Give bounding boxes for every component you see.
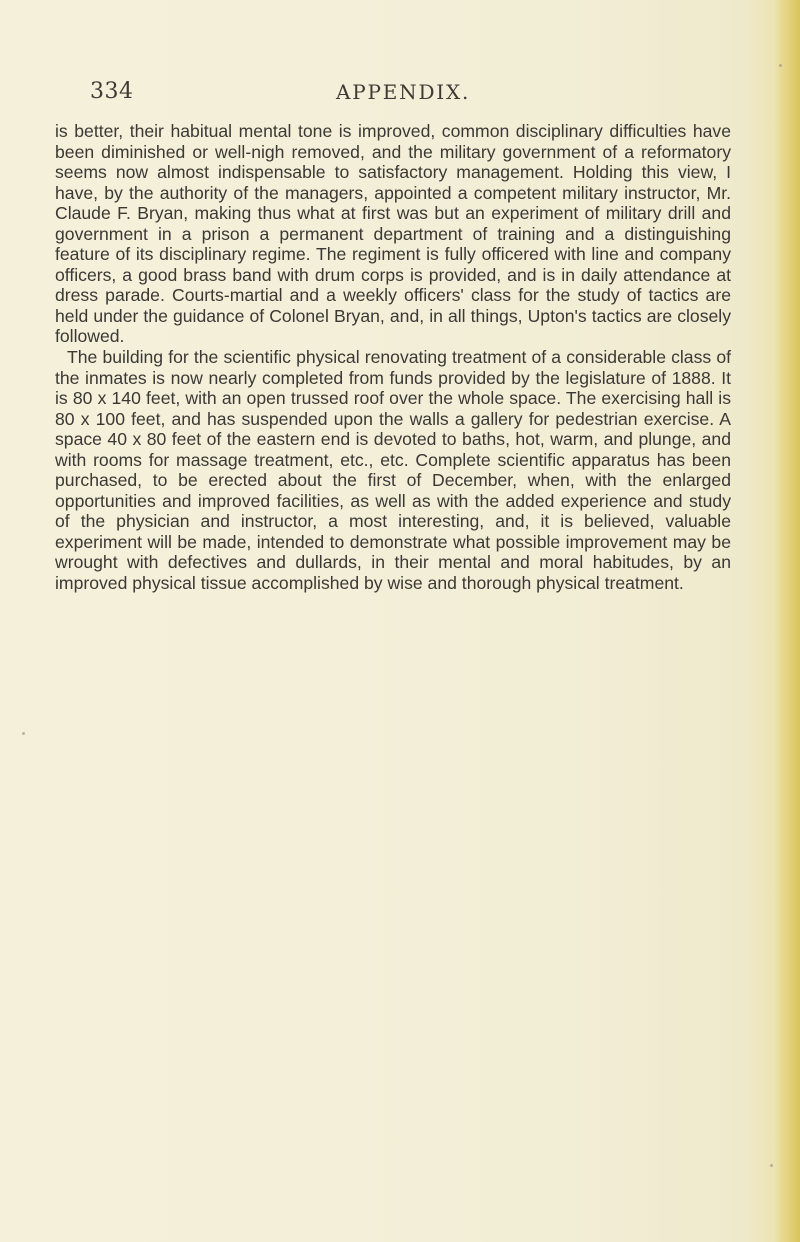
paper-speck [779,64,782,67]
running-head: APPENDIX. [336,80,471,104]
page-header [90,79,730,113]
paper-speck [770,1164,773,1167]
paragraph: is better, their habitual mental tone is improved, common disciplinary difficulties have been diminished or well-nigh removed, and the military government of a reformatory seems now almost indispensable to satisfactory management. Holding this view, I have, by the authority of the managers, appointed a competent military instructor, Mr. Claude F. Bryan, making thus what at first was but an experiment of military drill and government in a prison a permanent department of training and a distinguishing feature of its disciplinary regime. The regiment is fully officered with line and company officers, a good brass band with drum corps is provided, and is in daily attendance at dress parade. Courts-martial and a weekly officers' class for the study of tactics are held under the guidance of Colonel Bryan, and, in all things, Upton's tactics are closely followed. [55,121,731,347]
paragraph: The building for the scientific physical renovating treatment of a considerable class of the inmates is now nearly completed from funds provided by the legislature of 1888. It is 80 x 140 feet, with an open trussed roof over the whole space. The exercising hall is 80 x 100 feet, and has suspended upon the walls a gallery for pedestrian exercise. A space 40 x 80 feet of the eastern end is devoted to baths, hot, warm, and plunge, and with rooms for massage treatment, etc., etc. Complete scientific apparatus has been purchased, to be erected about the first of December, when, with the enlarged opportunities and improved facilities, as well as with the added experience and study of the physician and instructor, a most interesting, and, it is believed, valuable experiment will be made, intended to demonstrate what possible improvement may be wrought with defectives and dullards, in their mental and moral habitudes, by an improved physical tissue accomplished by wise and thorough physical treatment. [55,347,731,594]
page-edge [774,0,800,1242]
page-number: 334 [90,79,134,104]
body-text [55,121,731,594]
paper-speck [22,732,25,735]
